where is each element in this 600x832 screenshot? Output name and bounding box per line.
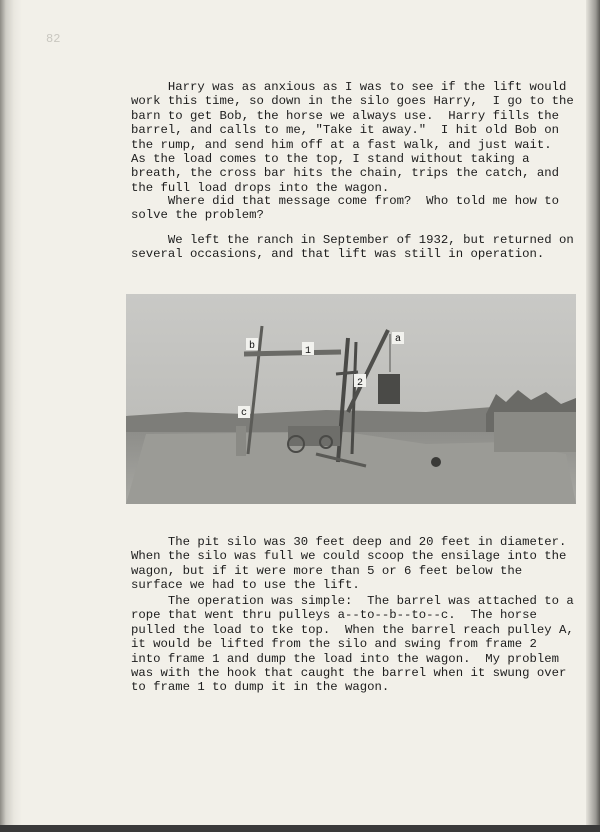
page-binding xyxy=(0,0,22,832)
paragraph-harry-lift: Harry was as anxious as I was to see if the lift would work this time, so down in the silo goes Harry, I go to the barn to get Bob, the horse we always use. Harry fills the barrel, and calls to me, "Take it away." I hit old Bob on the rump, and send him off at a fast walk, and just wait. As the load comes to the top, I stand without taking a breath, the cross bar hits the chain, trips the catch, and the full load drops into the wagon. xyxy=(131,80,574,195)
paragraph-left-ranch: We left the ranch in September of 1932, but returned on several occasions, and that lift was still in operation. xyxy=(131,233,574,262)
paragraph-pit-silo: The pit silo was 30 feet deep and 20 feet in diameter. When the silo was full we could scoop the ensilage into the wagon, but if it were more than 5 or 6 feet below the surface we had to use the lift. xyxy=(131,535,567,593)
photo-label-frame-1: 1 xyxy=(304,346,312,357)
paragraph-message: Where did that message come from? Who told me how to solve the problem? xyxy=(131,194,560,223)
page-bottom-edge xyxy=(0,825,600,832)
photo-label-frame-2: 2 xyxy=(356,378,364,389)
photo-label-a: a xyxy=(394,334,402,345)
photo-label-b: b xyxy=(248,341,256,352)
photo-label-c: c xyxy=(240,408,248,419)
page-number: 82 xyxy=(46,32,61,46)
silo-lift-photo xyxy=(126,294,576,504)
paragraph-operation: The operation was simple: The barrel was attached to a rope that went thru pulleys a--to--b--to--c. The horse pulled the load to tke top. When the barrel reach pulley A, it would be lifted from the silo and swing from frame 2 into frame 1 and dump the load into the wagon. My problem was with the hook that caught the barrel when it swung over to frame 1 to dump it in the wagon. xyxy=(131,594,574,695)
page-edge-shadow xyxy=(586,0,600,832)
